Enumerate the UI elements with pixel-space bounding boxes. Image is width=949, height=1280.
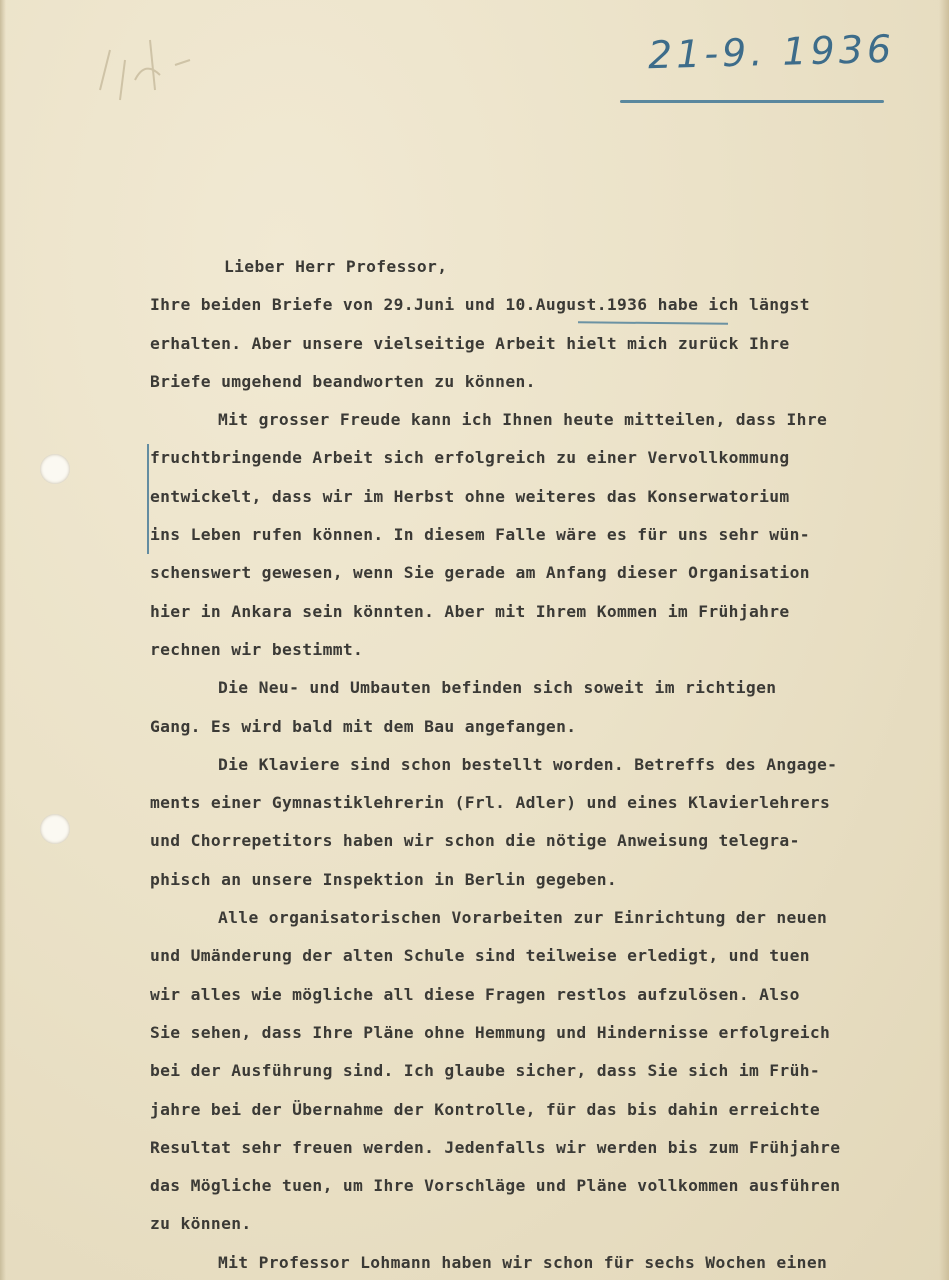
body-line: Die Neu- und Umbauten befinden sich soweit im richtigen (218, 678, 777, 698)
body-line: wir alles wie mögliche all diese Fragen restlos aufzulösen. Also (150, 984, 800, 1004)
punch-hole-bottom (40, 814, 70, 844)
body-line: Resultat sehr freuen werden. Jedenfalls wir werden bis zum Frühjahre (150, 1137, 841, 1157)
body-line: ins Leben rufen können. In diesem Falle wäre es für uns sehr wün- (150, 525, 810, 545)
body-line: ments einer Gymnastiklehrerin (Frl. Adler) und eines Klavierlehrers (150, 793, 831, 813)
body-line: bei der Ausführung sind. Ich glaube sicher, dass Sie sich im Früh- (150, 1061, 821, 1081)
punch-hole-top (40, 454, 70, 484)
body-line: schenswert gewesen, wenn Sie gerade am Anfang dieser Organisation (150, 563, 810, 583)
body-line: Die Klaviere sind schon bestellt worden. Betreffs des Angage- (218, 754, 838, 774)
body-line: fruchtbringende Arbeit sich erfolgreich zu einer Vervollkommung (150, 448, 790, 468)
body-line: Mit Professor Lohmann haben wir schon für sechs Wochen einen (218, 1252, 828, 1272)
body-line: entwickelt, dass wir im Herbst ohne weiteres das Konserwatorium (150, 486, 790, 506)
body-line: Sie sehen, dass Ihre Pläne ohne Hemmung und Hindernisse erfolgreich (150, 1022, 831, 1042)
body-line: das Mögliche tuen, um Ihre Vorschläge und Pläne vollkommen ausführen (150, 1176, 841, 1196)
body-line: und Umänderung der alten Schule sind teilweise erledigt, und tuen (150, 946, 810, 966)
body-line: Mit grosser Freude kann ich Ihnen heute mitteilen, dass Ihre (218, 410, 828, 430)
body-line: erhalten. Aber unsere vielseitige Arbeit hielt mich zurück Ihre (150, 333, 790, 353)
margin-ink-line (147, 444, 149, 554)
body-line: Briefe umgehend beandworten zu können. (150, 371, 536, 391)
salutation: Lieber Herr Professor, (224, 257, 448, 276)
body-line: jahre bei der Übernahme der Kontrolle, für das bis dahin erreichte (150, 1099, 821, 1119)
handwritten-date: 21-9. 1936 (647, 26, 896, 78)
letter-body (150, 248, 930, 1280)
body-line: zu können. (150, 1214, 252, 1234)
body-line: Ihre beiden Briefe von 29.Juni und 10.August.1936 habe ich längst (150, 295, 810, 315)
body-line: Gang. Es wird bald mit dem Bau angefangen. (150, 716, 577, 736)
body-line: Alle organisatorischen Vorarbeiten zur Einrichtung der neuen (218, 908, 828, 928)
body-line: phisch an unsere Inspektion in Berlin gegeben. (150, 869, 617, 889)
body-line: hier in Ankara sein könnten. Aber mit Ihrem Kommen im Frühjahre (150, 601, 790, 621)
date-underline (620, 100, 884, 103)
body-line: rechnen wir bestimmt. (150, 639, 364, 659)
body-line: und Chorrepetitors haben wir schon die nötige Anweisung telegra- (150, 831, 800, 851)
paper-edge-left (0, 0, 6, 1280)
paper-edge-right (939, 0, 949, 1280)
faint-pencil-mark (90, 20, 200, 120)
